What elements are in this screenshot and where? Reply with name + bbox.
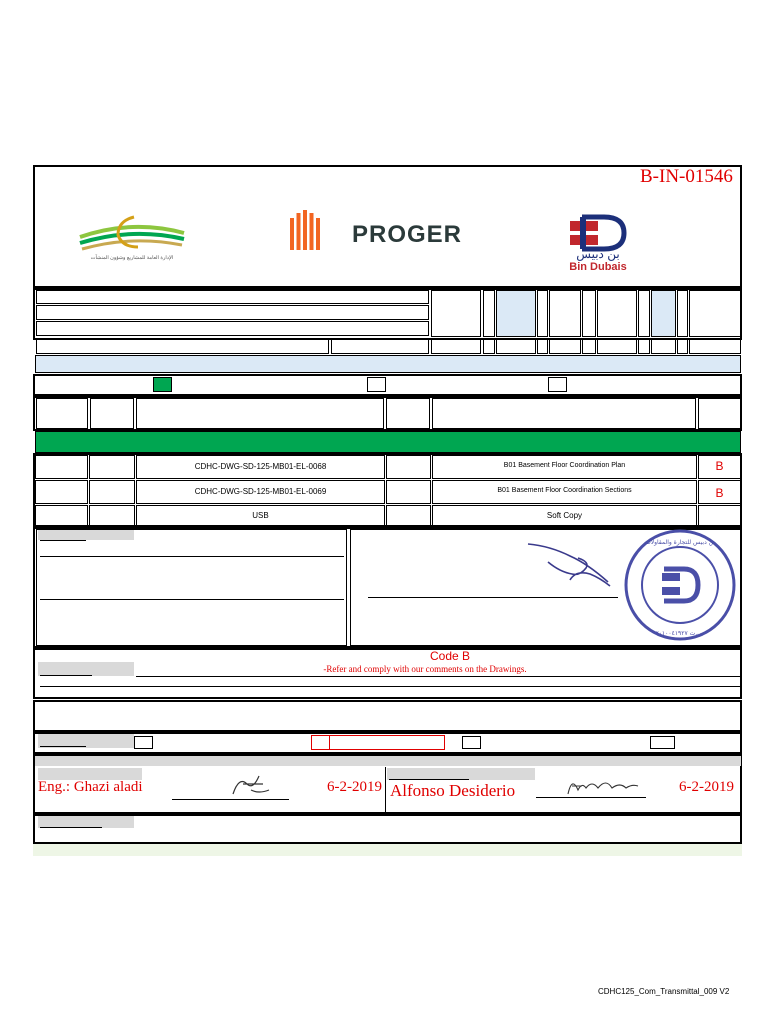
table-row-2-rev [386, 480, 431, 504]
info-cell-11 [689, 290, 741, 337]
info-row2-cell-4 [483, 339, 495, 354]
table-row-2-docno: CDHC-DWG-SD-125-MB01-EL-0069 [136, 480, 385, 504]
info-row2-cell-8 [582, 339, 596, 354]
reference-number: B-IN-01546 [640, 166, 733, 187]
table-row-2-no [35, 480, 88, 504]
table-row-1-rev [386, 455, 431, 479]
notes-box [33, 700, 742, 732]
footer-document-code: CDHC125_Com_Transmittal_009 V2 [598, 987, 730, 996]
signature-right-date: 6-2-2019 [679, 779, 734, 795]
info-cell-5 [549, 290, 581, 337]
table-row-1-no [35, 455, 88, 479]
info-line-2 [36, 305, 429, 320]
distribution-label-underline [40, 746, 86, 747]
bottom-box [33, 814, 742, 844]
bin-dubais-arabic: بن دبيس [576, 247, 620, 261]
info-cell-2 [483, 290, 495, 337]
info-row2-cell-1 [36, 339, 329, 354]
signature-right-label-underline [389, 779, 469, 780]
review-line-1 [136, 676, 740, 677]
distribution-highlight-box [311, 735, 445, 750]
bottom-box-label-underline [40, 827, 102, 828]
proger-logo-text: PROGER [352, 221, 463, 248]
info-cell-9 [651, 290, 676, 337]
info-cell-6 [582, 290, 596, 337]
table-row-3-docno: USB [136, 505, 385, 526]
remarks-right-signature-line [368, 597, 618, 598]
table-row-1-docno: CDHC-DWG-SD-125-MB01-EL-0068 [136, 455, 385, 479]
table-row-2-qty [89, 480, 135, 504]
bin-dubais-english: Bin Dubais [569, 261, 627, 273]
table-row-2-code: B [698, 480, 741, 504]
info-line-1 [36, 290, 429, 304]
signature-right-scribble [562, 772, 642, 800]
green-section-bar [35, 431, 741, 453]
info-row2-cell-7 [549, 339, 581, 354]
table-row-1-description: B01 Basement Floor Coordination Plan [432, 455, 697, 479]
purpose-checkbox-2[interactable] [367, 377, 386, 392]
purpose-checkbox-1-checked[interactable] [153, 377, 172, 392]
table-row-3-no [35, 505, 88, 526]
header-cell-1 [36, 398, 88, 429]
svg-text:بن دبيس للتجارة والمقاولات: بن دبيس للتجارة والمقاولات [645, 539, 715, 546]
header-cell-3 [136, 398, 384, 429]
footer-band [33, 844, 742, 856]
info-row2-cell-10 [638, 339, 650, 354]
header-cell-4 [386, 398, 430, 429]
info-cell-1 [431, 290, 481, 337]
info-line-3 [36, 321, 429, 336]
signature-row-divider [385, 767, 386, 813]
header-cell-2 [90, 398, 134, 429]
review-label-underline [40, 675, 92, 676]
table-row-3-rev [386, 505, 431, 526]
subject-band [35, 355, 741, 373]
review-comment-text: -Refer and comply with our comments on the Drawings. [323, 664, 527, 674]
remarks-left-label-underline [40, 540, 86, 541]
table-row-3-description: Soft Copy [432, 505, 697, 526]
table-row-3-code [698, 505, 741, 526]
government-logo-caption: الإدارة العامة للمشاريع وشؤون المنشآت [90, 255, 174, 261]
remarks-left-label [38, 530, 134, 540]
info-row2-cell-13 [689, 339, 741, 354]
remarks-left-box [36, 529, 347, 646]
remarks-left-line-2 [40, 599, 344, 600]
government-authority-logo [72, 207, 192, 267]
info-row2-cell-6 [537, 339, 548, 354]
info-row2-cell-11 [651, 339, 676, 354]
purpose-checkbox-3[interactable] [548, 377, 567, 392]
distribution-checkbox-3[interactable] [650, 736, 675, 749]
table-row-3-qty [89, 505, 135, 526]
table-row-2-description: B01 Basement Floor Coordination Sections [432, 480, 697, 504]
info-row2-cell-2 [331, 339, 429, 354]
header-cell-6 [698, 398, 741, 429]
distribution-highlight-divider [329, 735, 330, 750]
info-row2-cell-9 [597, 339, 637, 354]
proger-logo-mark [290, 210, 320, 250]
purpose-row [33, 374, 742, 396]
distribution-checkbox-2[interactable] [462, 736, 481, 749]
header-cell-5 [432, 398, 696, 429]
info-cell-4 [537, 290, 548, 337]
signature-scribble [500, 532, 630, 592]
table-row-1-code: B [698, 455, 741, 479]
signature-left-date: 6-2-2019 [327, 779, 382, 795]
review-code-title: Code B [429, 649, 471, 663]
info-cell-7 [597, 290, 637, 337]
signature-left-scribble [225, 770, 275, 800]
info-cell-8 [638, 290, 650, 337]
info-cell-3 [496, 290, 536, 337]
table-row-1-qty [89, 455, 135, 479]
remarks-left-line-1 [40, 556, 344, 557]
info-row2-cell-5 [496, 339, 536, 354]
info-row2-cell-3 [431, 339, 481, 354]
review-label [38, 662, 134, 676]
svg-text:س.ت ٢٠١٠٠٤١٩٢٧: س.ت ٢٠١٠٠٤١٩٢٧ [655, 630, 705, 637]
signature-right-name: Alfonso Desiderio [390, 781, 516, 800]
signature-left-name: Eng.: Ghazi aladi [38, 779, 143, 795]
info-cell-10 [677, 290, 688, 337]
info-row2-cell-12 [677, 339, 688, 354]
review-line-2 [40, 686, 740, 687]
distribution-checkbox-1[interactable] [134, 736, 153, 749]
company-stamp [618, 529, 742, 645]
signature-row-grey-band [35, 756, 741, 766]
